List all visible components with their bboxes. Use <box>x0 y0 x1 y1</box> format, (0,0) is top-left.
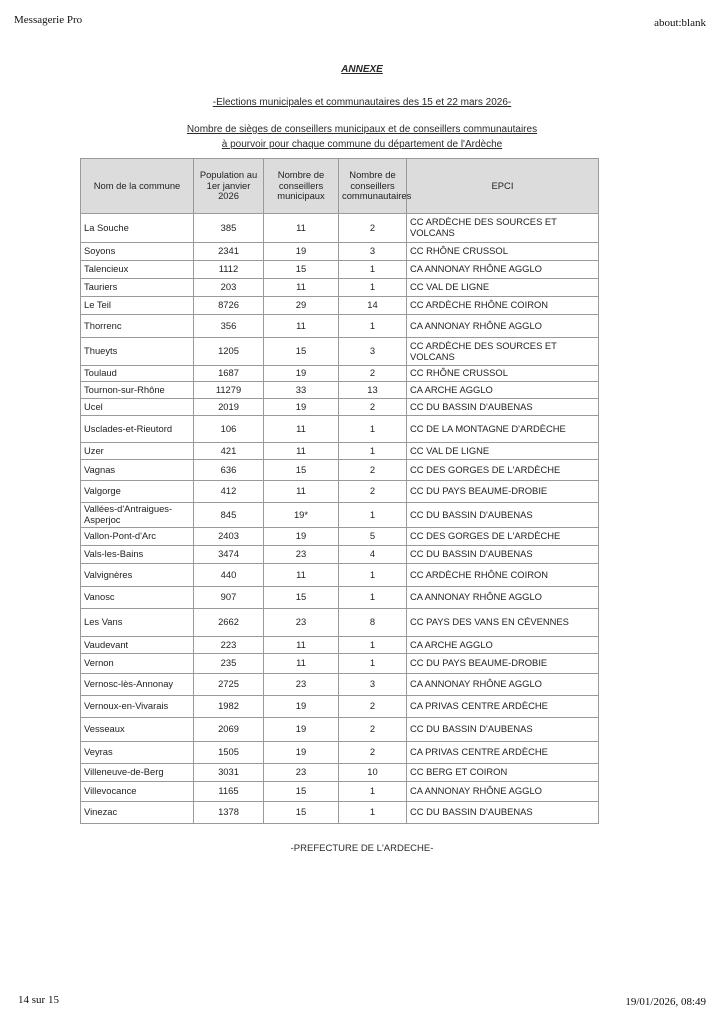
conseillers-municipaux-cell: 11 <box>264 279 339 297</box>
conseillers-communautaires-cell: 3 <box>339 674 407 696</box>
commune-name-cell: Vanosc <box>81 587 194 609</box>
conseillers-communautaires-cell: 1 <box>339 279 407 297</box>
commune-name-cell: Villevocance <box>81 782 194 802</box>
prefecture-footer: -PREFECTURE DE L'ARDECHE- <box>290 843 434 854</box>
epci-cell: CA ANNONAY RHÔNE AGGLO <box>407 782 599 802</box>
conseillers-communautaires-cell: 2 <box>339 399 407 416</box>
conseillers-municipaux-cell: 15 <box>264 261 339 279</box>
header-communautaires: Nombre de conseillers communautaires <box>339 159 407 214</box>
conseillers-communautaires-cell: 2 <box>339 718 407 742</box>
commune-name-cell: Les Vans <box>81 609 194 637</box>
population-cell: 1982 <box>194 696 264 718</box>
table-row <box>81 416 599 443</box>
population-cell: 1165 <box>194 782 264 802</box>
epci-cell: CC RHÔNE CRUSSOL <box>407 243 599 261</box>
commune-name-cell: Le Teil <box>81 297 194 315</box>
conseillers-municipaux-cell: 11 <box>264 443 339 460</box>
conseillers-municipaux-cell: 23 <box>264 674 339 696</box>
table-row <box>81 654 599 674</box>
epci-cell: CC ARDÈCHE RHÔNE COIRON <box>407 564 599 587</box>
commune-name-cell: Vinezac <box>81 802 194 824</box>
epci-cell: CC DU BASSIN D'AUBENAS <box>407 546 599 564</box>
population-cell: 356 <box>194 315 264 338</box>
table-row <box>81 674 599 696</box>
table-row <box>81 742 599 764</box>
print-header-title: Messagerie Pro <box>14 14 83 26</box>
epci-cell: CA ARCHE AGGLO <box>407 382 599 399</box>
header-epci: EPCI <box>407 159 599 214</box>
conseillers-municipaux-cell: 23 <box>264 764 339 782</box>
table-row <box>81 243 599 261</box>
commune-name-cell: Uzer <box>81 443 194 460</box>
population-cell: 2725 <box>194 674 264 696</box>
conseillers-municipaux-cell: 29 <box>264 297 339 315</box>
commune-name-cell: Vernosc-lès-Annonay <box>81 674 194 696</box>
conseillers-communautaires-cell: 1 <box>339 564 407 587</box>
table-row <box>81 718 599 742</box>
population-cell: 1378 <box>194 802 264 824</box>
conseillers-communautaires-cell: 2 <box>339 214 407 243</box>
table-row <box>81 279 599 297</box>
table-row <box>81 460 599 481</box>
description-line-2: à pourvoir pour chaque commune du département de l'Ardèche <box>221 139 503 150</box>
conseillers-communautaires-cell: 13 <box>339 382 407 399</box>
conseillers-municipaux-cell: 15 <box>264 460 339 481</box>
conseillers-communautaires-cell: 5 <box>339 528 407 546</box>
population-cell: 2662 <box>194 609 264 637</box>
conseillers-municipaux-cell: 15 <box>264 338 339 366</box>
population-cell: 2069 <box>194 718 264 742</box>
epci-cell: CA PRIVAS CENTRE ARDÈCHE <box>407 696 599 718</box>
conseillers-communautaires-cell: 2 <box>339 366 407 382</box>
population-cell: 235 <box>194 654 264 674</box>
conseillers-municipaux-cell: 15 <box>264 802 339 824</box>
population-cell: 8726 <box>194 297 264 315</box>
epci-cell: CC BERG ET COIRON <box>407 764 599 782</box>
print-header-url: about:blank <box>654 17 706 29</box>
epci-cell: CA ANNONAY RHÔNE AGGLO <box>407 315 599 338</box>
epci-cell: CC RHÔNE CRUSSOL <box>407 366 599 382</box>
conseillers-municipaux-cell: 11 <box>264 481 339 503</box>
conseillers-communautaires-cell: 1 <box>339 416 407 443</box>
epci-cell: CA ANNONAY RHÔNE AGGLO <box>407 674 599 696</box>
table-row <box>81 443 599 460</box>
population-cell: 106 <box>194 416 264 443</box>
epci-cell: CA ANNONAY RHÔNE AGGLO <box>407 587 599 609</box>
header-municipaux: Nombre de conseillers municipaux <box>264 159 339 214</box>
table-row <box>81 782 599 802</box>
table-row <box>81 802 599 824</box>
conseillers-municipaux-cell: 19 <box>264 696 339 718</box>
epci-cell: CC DU BASSIN D'AUBENAS <box>407 399 599 416</box>
population-cell: 907 <box>194 587 264 609</box>
table-row <box>81 587 599 609</box>
epci-cell: CA PRIVAS CENTRE ARDÈCHE <box>407 742 599 764</box>
commune-name-cell: Veyras <box>81 742 194 764</box>
table-row <box>81 528 599 546</box>
commune-name-cell: Thorrenc <box>81 315 194 338</box>
commune-name-cell: Soyons <box>81 243 194 261</box>
population-cell: 412 <box>194 481 264 503</box>
table-row <box>81 764 599 782</box>
population-cell: 2019 <box>194 399 264 416</box>
population-cell: 1687 <box>194 366 264 382</box>
population-cell: 636 <box>194 460 264 481</box>
population-cell: 1205 <box>194 338 264 366</box>
conseillers-communautaires-cell: 4 <box>339 546 407 564</box>
conseillers-municipaux-cell: 19 <box>264 399 339 416</box>
conseillers-municipaux-cell: 11 <box>264 564 339 587</box>
conseillers-communautaires-cell: 1 <box>339 443 407 460</box>
table-row <box>81 503 599 528</box>
population-cell: 845 <box>194 503 264 528</box>
table-row <box>81 366 599 382</box>
conseillers-communautaires-cell: 2 <box>339 460 407 481</box>
epci-cell: CC DE LA MONTAGNE D'ARDÈCHE <box>407 416 599 443</box>
commune-name-cell: Valvignères <box>81 564 194 587</box>
conseillers-municipaux-cell: 11 <box>264 214 339 243</box>
header-commune: Nom de la commune <box>81 159 194 214</box>
table-row <box>81 564 599 587</box>
header-population: Population au 1er janvier 2026 <box>194 159 264 214</box>
conseillers-communautaires-cell: 2 <box>339 481 407 503</box>
table-row <box>81 637 599 654</box>
table-row <box>81 609 599 637</box>
epci-cell: CC VAL DE LIGNE <box>407 279 599 297</box>
conseillers-communautaires-cell: 1 <box>339 587 407 609</box>
epci-cell: CC ARDÈCHE RHÔNE COIRON <box>407 297 599 315</box>
conseillers-communautaires-cell: 1 <box>339 315 407 338</box>
epci-cell: CC PAYS DES VANS EN CÉVENNES <box>407 609 599 637</box>
commune-name-cell: La Souche <box>81 214 194 243</box>
conseillers-municipaux-cell: 19 <box>264 366 339 382</box>
commune-name-cell: Ucel <box>81 399 194 416</box>
conseillers-communautaires-cell: 1 <box>339 802 407 824</box>
table-row <box>81 261 599 279</box>
conseillers-communautaires-cell: 1 <box>339 654 407 674</box>
commune-name-cell: Vagnas <box>81 460 194 481</box>
table-row <box>81 481 599 503</box>
conseillers-communautaires-cell: 3 <box>339 243 407 261</box>
commune-name-cell: Vernoux-en-Vivarais <box>81 696 194 718</box>
commune-name-cell: Vernon <box>81 654 194 674</box>
commune-name-cell: Tournon-sur-Rhône <box>81 382 194 399</box>
conseillers-municipaux-cell: 15 <box>264 587 339 609</box>
conseillers-municipaux-cell: 11 <box>264 416 339 443</box>
epci-cell: CC DU PAYS BEAUME-DROBIE <box>407 481 599 503</box>
table-row <box>81 696 599 718</box>
population-cell: 223 <box>194 637 264 654</box>
conseillers-communautaires-cell: 1 <box>339 637 407 654</box>
table-row <box>81 214 599 243</box>
conseillers-municipaux-cell: 19 <box>264 243 339 261</box>
conseillers-municipaux-cell: 11 <box>264 315 339 338</box>
commune-name-cell: Toulaud <box>81 366 194 382</box>
description-line-1: Nombre de sièges de conseillers municipaux et de conseillers communautaires <box>186 124 538 135</box>
epci-cell: CC ARDÈCHE DES SOURCES ET VOLCANS <box>407 338 599 366</box>
conseillers-municipaux-cell: 15 <box>264 782 339 802</box>
conseillers-municipaux-cell: 19 <box>264 742 339 764</box>
table-row <box>81 315 599 338</box>
conseillers-municipaux-cell: 23 <box>264 609 339 637</box>
epci-cell: CC DU BASSIN D'AUBENAS <box>407 802 599 824</box>
epci-cell: CC DES GORGES DE L'ARDÈCHE <box>407 528 599 546</box>
population-cell: 421 <box>194 443 264 460</box>
table-row <box>81 297 599 315</box>
conseillers-municipaux-cell: 19* <box>264 503 339 528</box>
conseillers-municipaux-cell: 33 <box>264 382 339 399</box>
population-cell: 203 <box>194 279 264 297</box>
population-cell: 11279 <box>194 382 264 399</box>
conseillers-communautaires-cell: 1 <box>339 261 407 279</box>
table-row <box>81 382 599 399</box>
conseillers-communautaires-cell: 2 <box>339 696 407 718</box>
population-cell: 2403 <box>194 528 264 546</box>
print-footer-datetime: 19/01/2026, 08:49 <box>625 996 706 1008</box>
epci-cell: CC DU BASSIN D'AUBENAS <box>407 503 599 528</box>
conseillers-communautaires-cell: 8 <box>339 609 407 637</box>
conseillers-municipaux-cell: 11 <box>264 654 339 674</box>
conseillers-municipaux-cell: 11 <box>264 637 339 654</box>
epci-cell: CC DES GORGES DE L'ARDÈCHE <box>407 460 599 481</box>
conseillers-municipaux-cell: 19 <box>264 528 339 546</box>
commune-name-cell: Vaudevant <box>81 637 194 654</box>
epci-cell: CC VAL DE LIGNE <box>407 443 599 460</box>
commune-name-cell: Usclades-et-Rieutord <box>81 416 194 443</box>
conseillers-communautaires-cell: 1 <box>339 782 407 802</box>
conseillers-communautaires-cell: 3 <box>339 338 407 366</box>
epci-cell: CC DU BASSIN D'AUBENAS <box>407 718 599 742</box>
epci-cell: CC DU PAYS BEAUME-DROBIE <box>407 654 599 674</box>
communes-table <box>80 158 599 824</box>
print-footer-page: 14 sur 15 <box>18 994 59 1006</box>
table-row <box>81 546 599 564</box>
conseillers-municipaux-cell: 19 <box>264 718 339 742</box>
population-cell: 3474 <box>194 546 264 564</box>
epci-cell: CC ARDÈCHE DES SOURCES ET VOLCANS <box>407 214 599 243</box>
commune-name-cell: Thueyts <box>81 338 194 366</box>
annex-heading: ANNEXE <box>341 64 383 75</box>
conseillers-communautaires-cell: 10 <box>339 764 407 782</box>
table-header-row <box>81 159 599 214</box>
conseillers-communautaires-cell: 1 <box>339 503 407 528</box>
commune-name-cell: Villeneuve-de-Berg <box>81 764 194 782</box>
table-row <box>81 338 599 366</box>
table-row <box>81 399 599 416</box>
conseillers-communautaires-cell: 2 <box>339 742 407 764</box>
election-subtitle: -Elections municipales et communautaires des 15 et 22 mars 2026- <box>212 97 512 108</box>
commune-name-cell: Vallon-Pont-d'Arc <box>81 528 194 546</box>
conseillers-communautaires-cell: 14 <box>339 297 407 315</box>
commune-name-cell: Tauriers <box>81 279 194 297</box>
population-cell: 3031 <box>194 764 264 782</box>
commune-name-cell: Talencieux <box>81 261 194 279</box>
commune-name-cell: Vals-les-Bains <box>81 546 194 564</box>
commune-name-cell: Valgorge <box>81 481 194 503</box>
commune-name-cell: Vallées-d'Antraigues-Asperjoc <box>81 503 194 528</box>
population-cell: 440 <box>194 564 264 587</box>
epci-cell: CA ANNONAY RHÔNE AGGLO <box>407 261 599 279</box>
population-cell: 385 <box>194 214 264 243</box>
population-cell: 1112 <box>194 261 264 279</box>
population-cell: 2341 <box>194 243 264 261</box>
commune-name-cell: Vesseaux <box>81 718 194 742</box>
population-cell: 1505 <box>194 742 264 764</box>
conseillers-municipaux-cell: 23 <box>264 546 339 564</box>
epci-cell: CA ARCHE AGGLO <box>407 637 599 654</box>
